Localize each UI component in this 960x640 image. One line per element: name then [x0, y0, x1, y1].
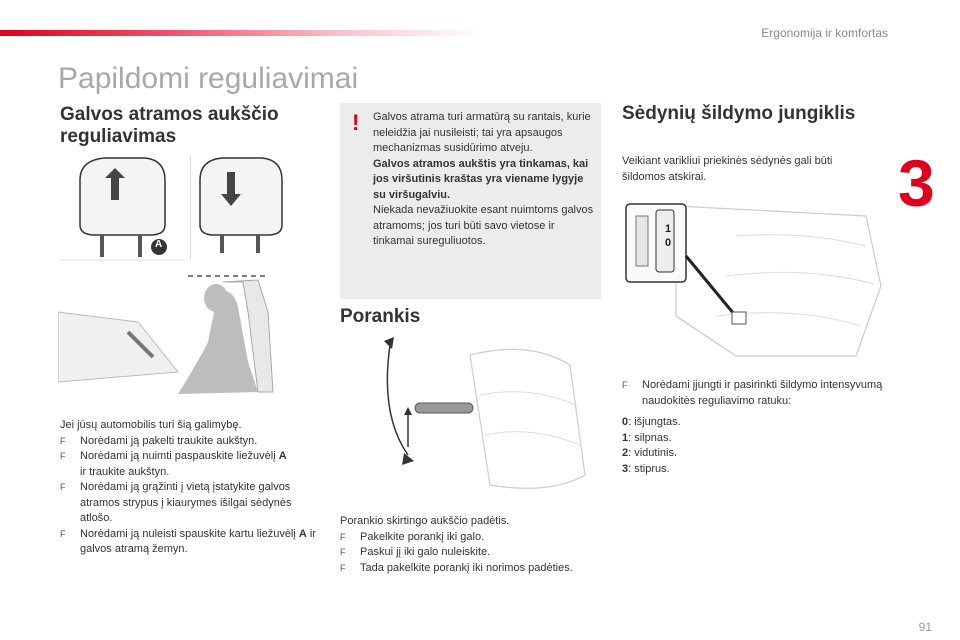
tab-a-label: A: [155, 239, 163, 250]
bullet-icon: F: [60, 451, 66, 461]
level-label: : išjungtas.: [628, 416, 681, 428]
warning-paragraph-bold: Galvos atramos aukštis yra tinkamas, kai jos viršutinis kraštas yra viename lygyje su viršugalviu.: [373, 157, 589, 201]
step-text: Pakelkite porankį iki galo.: [360, 530, 485, 543]
step-text: Norėdami ją pakelti traukite aukštyn.: [80, 434, 258, 447]
warning-paragraph: Niekada nevažiuokite esant nuimtoms galvos atramoms; jos turi būti savo vietose ir tinkamai sureguliuotos.: [373, 204, 594, 247]
step-text: Norėdami įjungti ir pasirinkti šildymo intensyvumą naudokitės reguliavimo ratuku:: [642, 379, 883, 407]
headrest-intro: Jei jūsų automobilis turi šią galimybę.: [60, 419, 242, 431]
warning-text: [373, 110, 597, 250]
step-text: ir traukite aukštyn.: [80, 465, 170, 478]
level-key: 3: [622, 462, 629, 475]
step-text: Norėdami ją nuleisti spauskite kartu liežuvėlį: [80, 527, 299, 540]
bullet-icon: F: [340, 562, 346, 573]
bullet-icon: F: [340, 531, 346, 542]
level-key: 2: [622, 447, 629, 459]
list-item: [60, 434, 322, 450]
headrest-heading-line2: reguliavimas: [60, 126, 177, 147]
armrest-steps: [340, 530, 595, 577]
headrest-steps: [60, 434, 322, 558]
header-accent-bar: [0, 30, 480, 36]
step-text: Tada pakelkite porankį iki norimos padėties.: [360, 561, 573, 574]
list-item: [340, 530, 595, 546]
headrest-instructions: [60, 418, 322, 558]
chapter-number: 3: [898, 146, 935, 220]
bullet-icon: F: [60, 482, 66, 492]
heating-levels: [622, 415, 822, 477]
heating-level: [622, 462, 822, 478]
seat-heating-heading: Sėdynių šildymo jungiklis: [622, 103, 856, 124]
bullet-icon: F: [340, 547, 346, 557]
tab-a-ref: A: [278, 450, 287, 462]
bullet-icon: F: [60, 435, 66, 446]
list-item: [622, 378, 892, 409]
list-item: [340, 561, 595, 577]
page-title: Papildomi reguliavimai: [58, 62, 359, 95]
level-label: : stiprus.: [628, 462, 670, 475]
heating-level: [622, 446, 822, 462]
armrest-heading: Porankis: [340, 306, 421, 327]
list-item: [60, 480, 322, 527]
bullet-icon: F: [622, 380, 628, 390]
seat-heating-instruction: [622, 378, 892, 409]
headrest-heading: [60, 104, 320, 148]
armrest-illustration: [380, 335, 602, 505]
heating-level: [622, 431, 822, 447]
step-text: Norėdami ją nuimti paspauskite liežuvėlį: [80, 450, 279, 462]
step-text: Paskui jį iki galo nuleiskite.: [360, 546, 491, 558]
seat-heating-intro: Veikiant varikliui priekinės sėdynės gali būti šildomos atskirai.: [622, 155, 833, 183]
level-label: : silpnas.: [628, 431, 672, 444]
section-header: Ergonomija ir komfortas: [761, 26, 888, 40]
bullet-icon: F: [60, 528, 66, 539]
headrest-down-illustration: [190, 150, 300, 265]
warning-paragraph: Galvos atrama turi armatūrą su rantais, kurie neleidžia jai nusileisti; tai yra apsaugos mechanizmas susidūrimo atveju.: [373, 111, 591, 154]
level-label: : vidutinis.: [628, 447, 678, 459]
warning-icon: !: [352, 110, 360, 135]
list-item: [60, 527, 322, 558]
level-key: 1: [622, 431, 629, 444]
seat-heating-illustration: [616, 196, 886, 368]
step-text: Norėdami ją grąžinti į vietą įstatykite galvos atramos strypus į kiaurymes išilgai sėdynės atlošo.: [80, 481, 292, 524]
list-item: [60, 449, 322, 480]
driver-headrest-illustration: [58, 272, 308, 400]
list-item: [340, 545, 595, 561]
armrest-instructions: [340, 514, 595, 576]
tab-a-ref: A: [298, 527, 307, 540]
headrest-up-illustration: [60, 150, 185, 265]
page-number: 91: [918, 620, 932, 634]
dial-label-1: 1: [665, 223, 672, 235]
heating-level: [622, 415, 822, 431]
seat-heating-steps: [622, 378, 892, 409]
level-key: 0: [622, 416, 629, 428]
armrest-intro: Porankio skirtingo aukščio padėtis.: [340, 515, 510, 527]
step-text: ir galvos atramą žemyn.: [80, 527, 317, 555]
dial-label-0: 0: [665, 237, 672, 249]
headrest-heading-line1: Galvos atramos aukščio: [60, 104, 279, 125]
